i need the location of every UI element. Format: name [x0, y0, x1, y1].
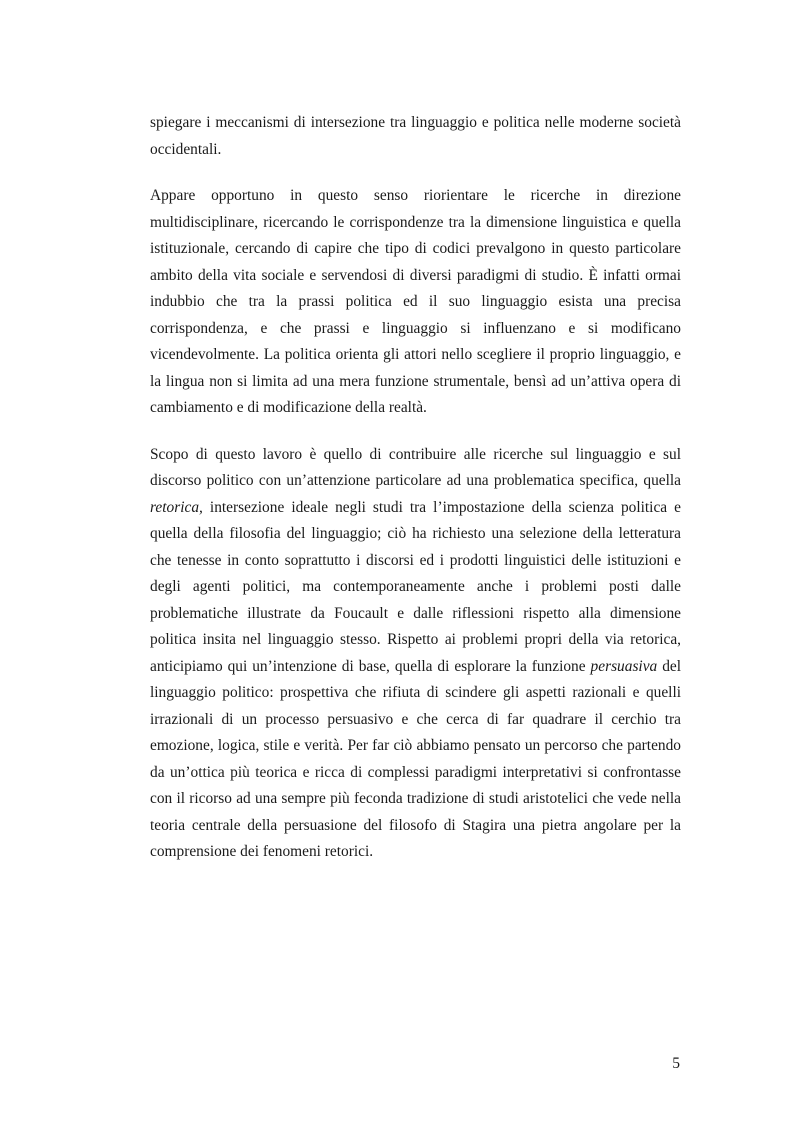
paragraph-text: Appare opportuno in questo senso riorientare le ricerche in direzione multidisciplinare, ricercando le corrispondenze tra la dimensione linguistica e quella istituzionale, cercando di capire che tipo di codici prevalgono in questo particolare ambito della vita sociale e servendosi di diversi paradigmi di studio. È infatti ormai indubbio che tra la prassi politica ed il suo linguaggio esista una precisa corrispondenza, e che prassi e linguaggio si influenzano e si modificano vicendevolmente. La politica orienta gli attori nello scegliere il proprio linguaggio, e la lingua non si limita ad una mera funzione strumentale, bensì ad un’attiva opera di cambiamento e di modificazione della realtà.	[150, 187, 681, 416]
paragraph-text: spiegare i meccanismi di intersezione tra linguaggio e politica nelle moderne società occidentali.	[150, 114, 681, 158]
page-number: 5	[672, 1055, 680, 1072]
emphasis-persuasiva: persuasiva	[590, 657, 658, 675]
paragraph	[150, 183, 681, 422]
paragraph	[150, 110, 681, 163]
paragraph-text: del linguaggio politico: prospettiva che rifiuta di scindere gli aspetti razionali e quelli irrazionali di un processo persuasivo e che cerca di far quadrare il cerchio tra emozione, logica, stile e verità. Per far ciò abbiamo pensato un percorso che partendo da un’ottica più teorica e ricca di complessi paradigmi interpretativi si confrontasse con il ricorso ad una sempre più feconda tradizione di studi aristotelici che vede nella teoria centrale della persuasione del filosofo di Stagira una pietra angolare per la comprensione dei fenomeni retorici.	[150, 657, 682, 860]
paragraph-text: Scopo di questo lavoro è quello di contribuire alle ricerche sul linguaggio e sul discorso politico con un’attenzione particolare ad una problematica specifica, quella	[150, 445, 681, 489]
emphasis-retorica: retorica,	[150, 498, 203, 516]
paragraph-text: intersezione ideale negli studi tra l’impostazione della scienza politica e quella della filosofia del linguaggio; ciò ha richiesto una selezione della letteratura che tenesse in conto soprattutto i discorsi ed i prodotti linguistici delle istituzioni e degli agenti politici, ma contemporaneamente anche i problemi posti dalle problematiche illustrate da Foucault e dalle riflessioni rispetto alla dimensione politica insita nel linguaggio stesso. Rispetto ai problemi propri della via retorica, anticipiamo qui un’intenzione di base, quella di esplorare la funzione	[150, 498, 681, 675]
body-text	[150, 110, 681, 886]
paragraph	[150, 442, 681, 866]
